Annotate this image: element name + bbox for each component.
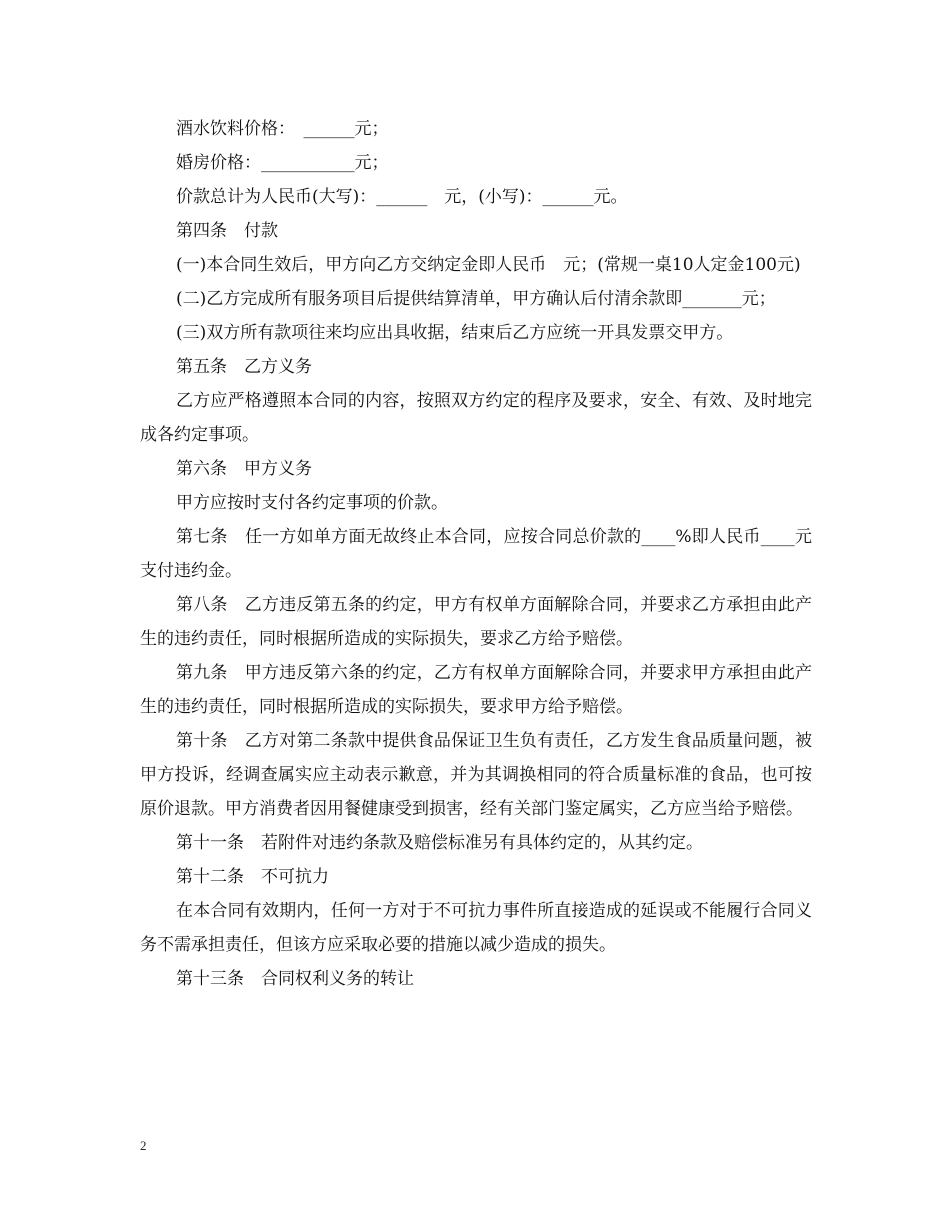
document-body xyxy=(140,112,812,996)
article-4-item-2: (二)乙方完成所有服务项目后提供结算清单，甲方确认后付清余款即_______元； xyxy=(176,289,776,309)
article-10: 第十条 乙方对第二条款中提供食品保证卫生负有责任，乙方发生食品质量问题，被甲方投诉，经调查属实应主动表示歉意，并为其调换相同的符合质量标准的食品，也可按原价退款。甲方消费者因用餐健康受到损害，经有关部门鉴定属实，乙方应当给予赔偿。 xyxy=(140,731,812,819)
article-13-heading: 第十三条 合同权利义务的转让 xyxy=(176,969,414,989)
article-5-body: 乙方应严格遵照本合同的内容，按照双方约定的程序及要求，安全、有效、及时地完成各约定事项。 xyxy=(140,391,812,445)
article-6-heading: 第六条 甲方义务 xyxy=(176,459,312,479)
article-8: 第八条 乙方违反第五条的约定，甲方有权单方面解除合同，并要求乙方承担由此产生的违约责任，同时根据所造成的实际损失，要求乙方给予赔偿。 xyxy=(140,595,812,649)
line-total-price: 价款总计为人民币(大写)：______ 元，(小写)：______元。 xyxy=(176,187,628,207)
article-6-body: 甲方应按时支付各约定事项的价款。 xyxy=(176,493,448,513)
article-4-item-3: (三)双方所有款项往来均应出具收据，结束后乙方应统一开具发票交甲方。 xyxy=(176,323,734,343)
line-wedding-room-price: 婚房价格：___________元； xyxy=(176,153,389,173)
article-11: 第十一条 若附件对违约条款及赔偿标准另有具体约定的，从其约定。 xyxy=(176,833,703,853)
article-5-heading: 第五条 乙方义务 xyxy=(176,357,312,377)
article-4-heading: 第四条 付款 xyxy=(176,221,278,241)
article-9: 第九条 甲方违反第六条的约定，乙方有权单方面解除合同，并要求甲方承担由此产生的违约责任，同时根据所造成的实际损失，要求甲方给予赔偿。 xyxy=(140,663,812,717)
article-12-heading: 第十二条 不可抗力 xyxy=(176,867,329,887)
article-4-item-1: (一)本合同生效后，甲方向乙方交纳定金即人民币 元；(常规一桌10人定金100元) xyxy=(176,255,801,275)
article-12-body: 在本合同有效期内，任何一方对于不可抗力事件所直接造成的延误或不能履行合同义务不需承担责任，但该方应采取必要的措施以减少造成的损失。 xyxy=(140,901,812,955)
page-number: 2 xyxy=(140,1138,147,1153)
line-drinks-price: 酒水饮料价格： ______元； xyxy=(176,119,389,139)
article-7: 第七条 任一方如单方面无故终止本合同，应按合同总价款的____%即人民币____元支付违约金。 xyxy=(140,527,812,581)
